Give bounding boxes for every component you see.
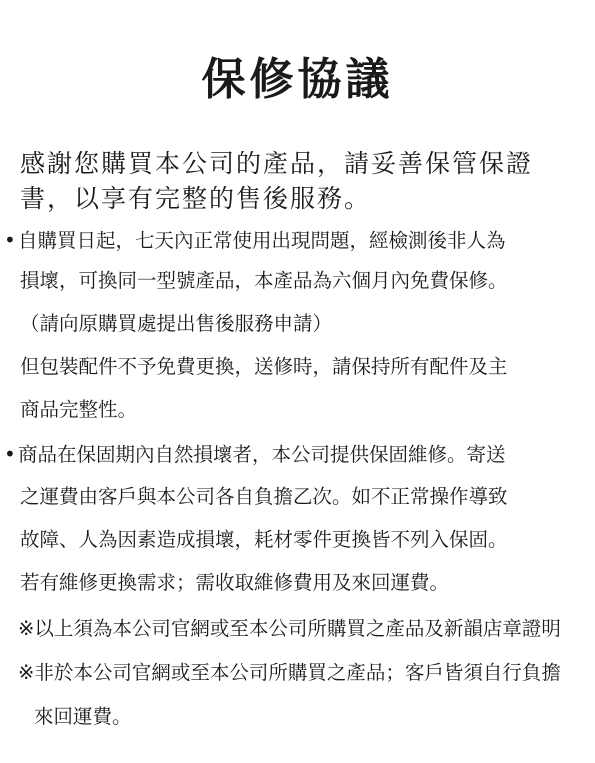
note-line-1 [18,615,595,643]
clause-text: 損壞，可換同一型號產品，本產品為六個月內免費保修。 [20,269,508,292]
clause-1-line-3 [20,310,595,338]
clause-1-line-5 [20,396,595,424]
clause-2-line-4 [20,569,595,597]
note-line-2 [18,659,595,687]
clause-text: 但包裝配件不予免費更換，送修時，請保持所有配件及主 [20,355,508,378]
intro-line: 書，以享有完整的售後服務。 [20,184,372,213]
clause-text: 商品完整性。 [20,398,138,421]
intro-line: 感謝您購買本公司的產品，請妥善保管保證 [20,149,534,178]
clause-2-line-2 [20,483,595,511]
note-text: ※以上須為本公司官網或至本公司所購買之產品及新韻店章證明 [18,617,561,640]
clause-2-line-1 [4,440,595,469]
note-line-3 [34,703,595,731]
note-text: 來回運費。 [34,705,132,728]
clause-1-line-2 [20,267,595,295]
clause-text: （請向原購買處提出售後服務申請） [20,312,333,335]
clause-2-line-3 [20,526,595,554]
clause-1-line-1 [4,226,595,255]
clause-text: 商品在保固期內自然損壞者，本公司提供保固維修。寄送 [18,443,506,466]
page-title: 保修協議 [201,54,394,105]
intro-paragraph [20,146,590,216]
clause-text: 自購買日起，七天內正常使用出現問題，經檢測後非人為 [18,229,506,252]
bullet-dot: • [4,442,16,466]
clause-text: 故障、人為因素造成損壞，耗材零件更換皆不列入保固。 [20,528,508,551]
clause-1-line-4 [20,353,595,381]
clause-text: 若有維修更換需求；需收取維修費用及來回運費。 [20,571,450,594]
bullet-dot: • [4,228,16,252]
clause-text: 之運費由客戶與本公司各自負擔乙次。如不正常操作導致 [20,485,508,508]
note-text: ※非於本公司官網或至本公司所購買之產品；客戶皆須自行負擔 [18,661,561,684]
